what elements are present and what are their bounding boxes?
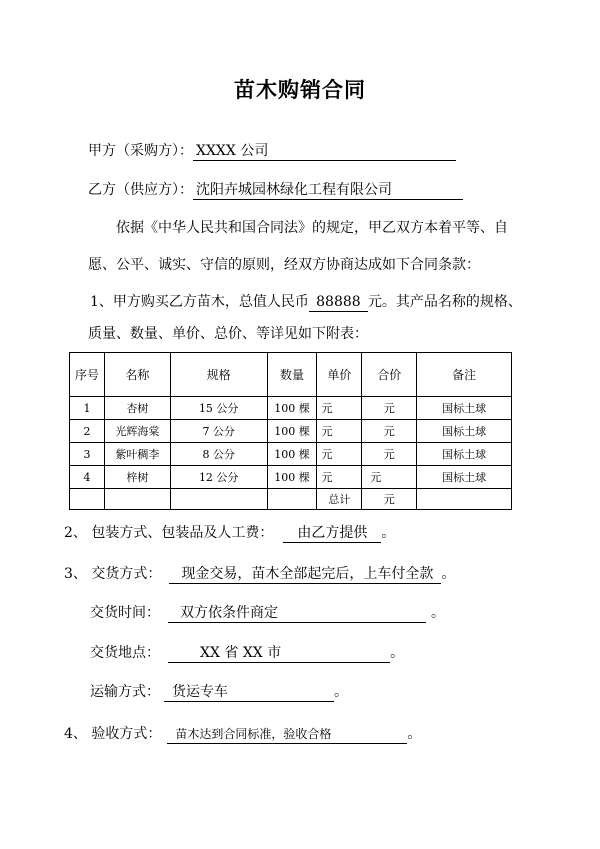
delivery-place-value: XX 省 XX 市 (168, 644, 390, 663)
cell-unit-price: 元 (317, 420, 362, 443)
cell-unit-price: 元 (317, 466, 362, 489)
clause-4-end: 。 (407, 726, 422, 742)
transport-end: 。 (334, 684, 348, 700)
table-row (70, 397, 512, 420)
cell-note: 国标土球 (417, 466, 512, 489)
cell-empty (104, 489, 170, 510)
cell-empty (417, 489, 512, 510)
intro-line-2: 愿、公平、诚实、守信的原则，经双方协商达成如下合同条款： (88, 257, 480, 273)
cell-total-price: 元 (362, 466, 417, 489)
header-note: 备注 (417, 353, 512, 397)
cell-spec: 12 公分 (170, 466, 267, 489)
party-b-value: 沈阳卉城园林绿化工程有限公司 (193, 181, 463, 200)
clause-1-suffix: 元。其产品名称的规格、 (367, 294, 522, 310)
table-sum-row (70, 489, 512, 510)
clause-2-label: 2、 包装方式、包装品及人工费： (64, 525, 274, 541)
cell-total-price: 元 (362, 397, 417, 420)
cell-no: 4 (70, 466, 105, 489)
clause-1-prefix: 1、甲方购买乙方苗木，总值人民币 (90, 294, 309, 310)
cell-total-price: 元 (362, 443, 417, 466)
header-unit-price: 单价 (317, 353, 362, 397)
cell-name: 光辉海棠 (104, 420, 170, 443)
clause-1-line-2: 质量、数量、单价、总价、等详见如下附表： (88, 326, 368, 342)
cell-total-price: 元 (362, 420, 417, 443)
clause-3-line (64, 564, 455, 584)
cell-empty (170, 489, 267, 510)
transport-value: 货运专车 (164, 683, 334, 702)
cell-empty (70, 489, 105, 510)
acceptance-value: 苗木达到合同标准，验收合格 (167, 725, 407, 744)
cell-no: 1 (70, 397, 105, 420)
table-row (70, 443, 512, 466)
header-total-price: 合价 (362, 353, 417, 397)
cell-qty: 100 棵 (267, 466, 317, 489)
cell-qty: 100 棵 (267, 420, 317, 443)
party-b-line (88, 180, 463, 200)
cell-note: 国标土球 (417, 397, 512, 420)
party-a-value: XXXX 公司 (193, 142, 456, 161)
delivery-place-line (90, 643, 404, 663)
sum-label: 总计 (317, 489, 362, 510)
cell-note: 国标土球 (417, 420, 512, 443)
table-row (70, 466, 512, 489)
cell-spec: 15 公分 (170, 397, 267, 420)
transport-label: 运输方式： (90, 684, 160, 700)
party-a-line (88, 141, 456, 161)
delivery-method-value: 现金交易，苗木全部起完后，上车付全款 (169, 565, 441, 584)
cell-note: 国标土球 (417, 443, 512, 466)
clause-3-label: 3、 交货方式： (64, 566, 162, 582)
delivery-time-label: 交货时间： (90, 605, 160, 621)
sum-value: 元 (362, 489, 417, 510)
clause-4-label: 4、 验收方式： (64, 726, 162, 742)
party-a-label: 甲方（采购方）： (88, 143, 193, 159)
cell-name: 杏树 (104, 397, 170, 420)
delivery-time-end: 。 (431, 605, 445, 621)
clause-2-value: 由乙方提供 (283, 524, 381, 543)
cell-name: 梓树 (104, 466, 170, 489)
cell-spec: 8 公分 (170, 443, 267, 466)
intro-line-1: 依据《中华人民共和国合同法》的规定，甲乙双方本着平等、自 (116, 220, 508, 236)
header-name: 名称 (104, 353, 170, 397)
header-qty: 数量 (267, 353, 317, 397)
table-row (70, 420, 512, 443)
clause-1-line (90, 292, 522, 312)
header-spec: 规格 (170, 353, 267, 397)
product-table (69, 352, 512, 510)
party-b-label: 乙方（供应方）： (88, 182, 193, 198)
contract-title: 苗木购销合同 (234, 77, 366, 102)
cell-unit-price: 元 (317, 397, 362, 420)
table-header-row (70, 353, 512, 397)
delivery-place-end: 。 (390, 645, 404, 661)
delivery-time-value: 双方依条件商定 (168, 604, 426, 623)
cell-no: 2 (70, 420, 105, 443)
clause-2-line (64, 523, 395, 543)
cell-qty: 100 棵 (267, 397, 317, 420)
total-amount: 88888 (309, 293, 368, 312)
cell-qty: 100 棵 (267, 443, 317, 466)
cell-spec: 7 公分 (170, 420, 267, 443)
cell-no: 3 (70, 443, 105, 466)
delivery-place-label: 交货地点： (90, 645, 160, 661)
cell-name: 紫叶稠李 (104, 443, 170, 466)
clause-2-end: 。 (381, 525, 396, 541)
header-no: 序号 (70, 353, 105, 397)
cell-unit-price: 元 (317, 443, 362, 466)
transport-line (90, 682, 348, 702)
clause-4-line (64, 724, 421, 744)
clause-3-end: 。 (441, 566, 456, 582)
cell-empty (267, 489, 317, 510)
delivery-time-line (90, 603, 445, 623)
